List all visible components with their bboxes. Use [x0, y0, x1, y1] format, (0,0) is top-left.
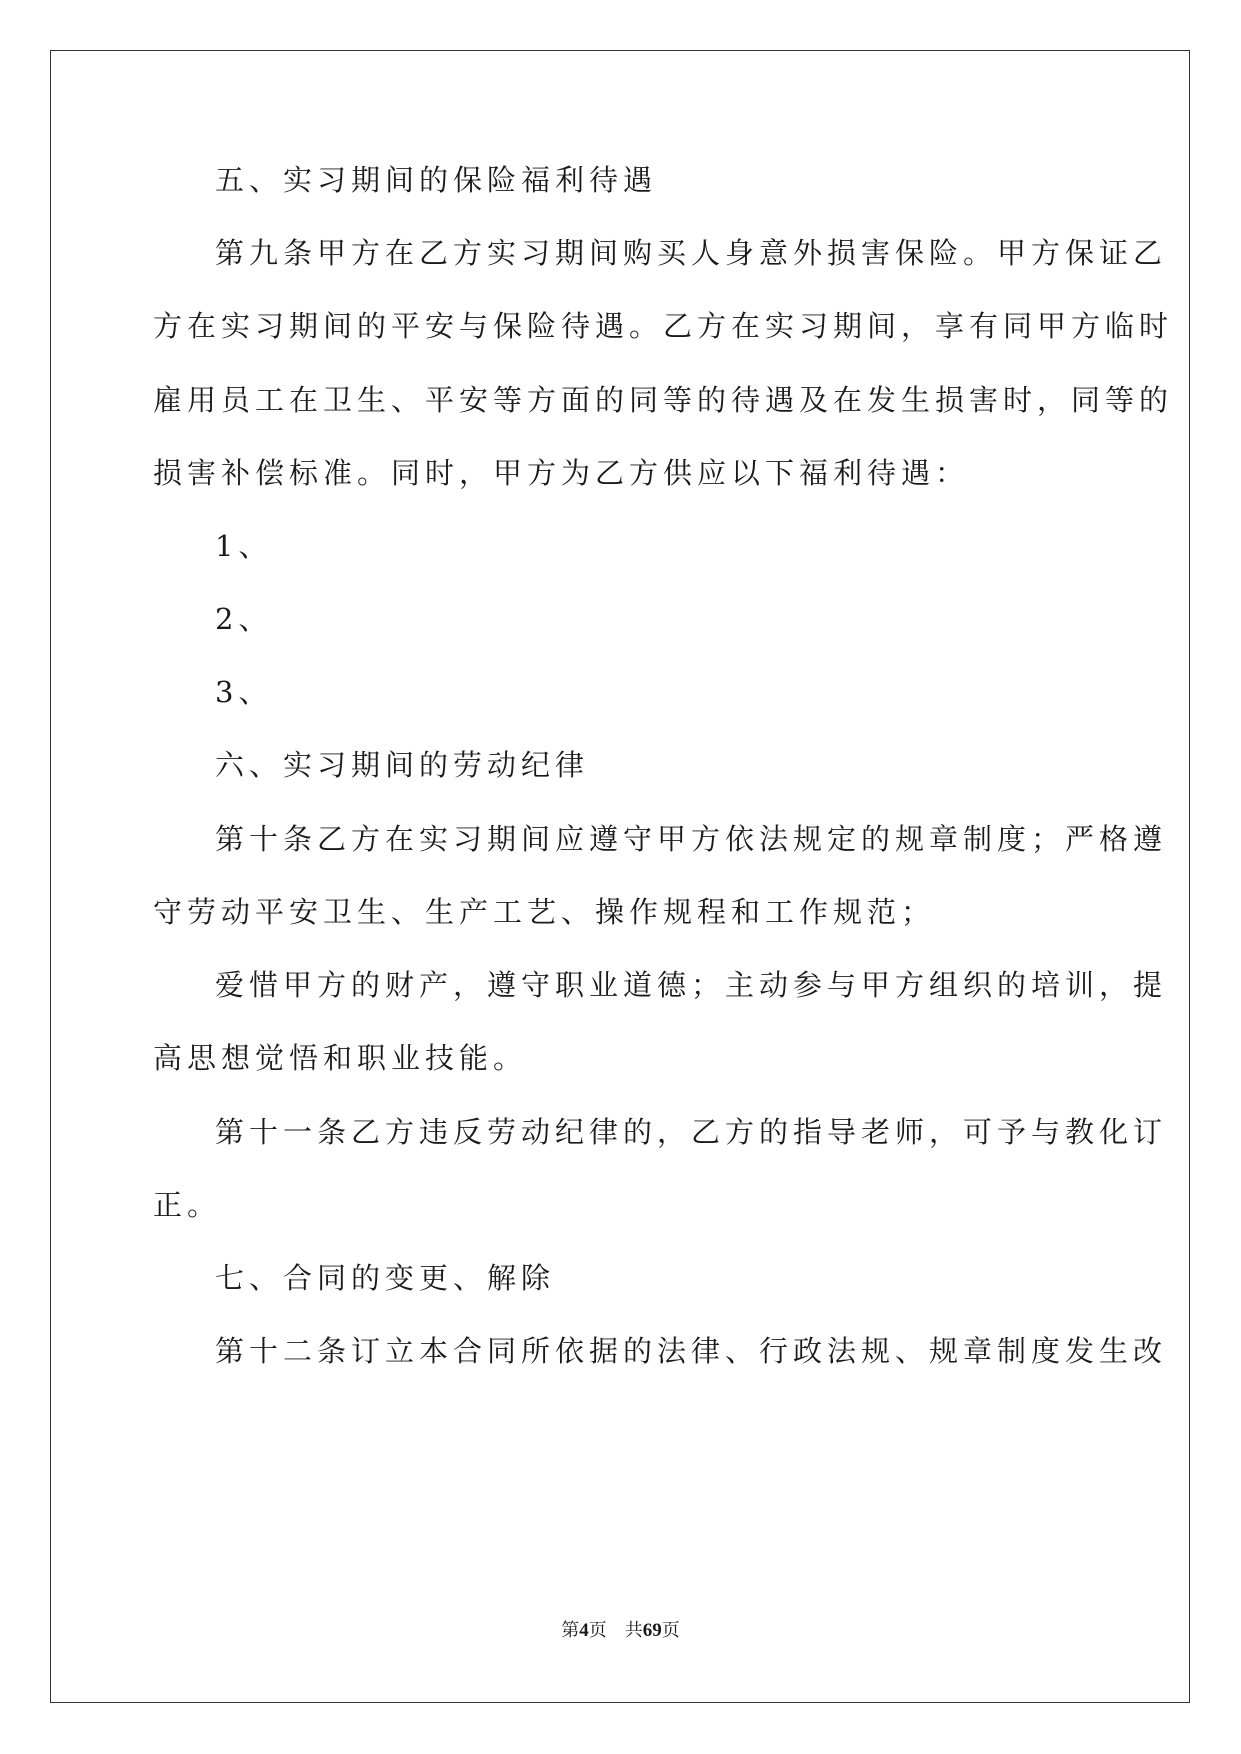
paragraph-line: 高思想觉悟和职业技能。	[153, 1041, 528, 1075]
total-page-count: 69	[642, 1620, 662, 1641]
paragraph-line: 损害补偿标准。同时，甲方为乙方供应以下福利待遇：	[153, 456, 970, 490]
paragraph-line: 方在实习期间的平安与保险待遇。乙方在实习期间，享有同甲方临时	[153, 309, 1174, 343]
paragraph-line: 爱惜甲方的财产，遵守职业道德；主动参与甲方组织的培训，提	[215, 968, 1168, 1002]
list-item: 2、	[215, 602, 273, 636]
page-border	[50, 50, 1190, 1703]
paragraph-line: 第十二条订立本合同所依据的法律、行政法规、规章制度发生改	[215, 1334, 1168, 1368]
list-item: 3、	[215, 675, 273, 709]
paragraph-line: 第九条甲方在乙方实习期间购买人身意外损害保险。甲方保证乙	[215, 236, 1168, 270]
section-heading-7: 七、合同的变更、解除	[215, 1261, 556, 1295]
footer-suffix: 页	[661, 1620, 680, 1640]
paragraph-line: 正。	[153, 1188, 222, 1222]
list-item: 1、	[215, 529, 273, 563]
section-heading-6: 六、实习期间的劳动纪律	[215, 748, 590, 782]
page-footer	[0, 1616, 1241, 1642]
current-page-number: 4	[579, 1620, 589, 1641]
footer-mid: 页 共	[588, 1620, 643, 1640]
footer-prefix: 第	[561, 1620, 580, 1640]
paragraph-line: 守劳动平安卫生、生产工艺、操作规程和工作规范；	[153, 895, 936, 929]
paragraph-line: 第十一条乙方违反劳动纪律的，乙方的指导老师，可予与教化订	[215, 1115, 1168, 1149]
paragraph-line: 第十条乙方在实习期间应遵守甲方依法规定的规章制度；严格遵	[215, 822, 1168, 856]
paragraph-line: 雇用员工在卫生、平安等方面的同等的待遇及在发生损害时，同等的	[153, 383, 1174, 417]
section-heading-5: 五、实习期间的保险福利待遇	[215, 163, 658, 197]
